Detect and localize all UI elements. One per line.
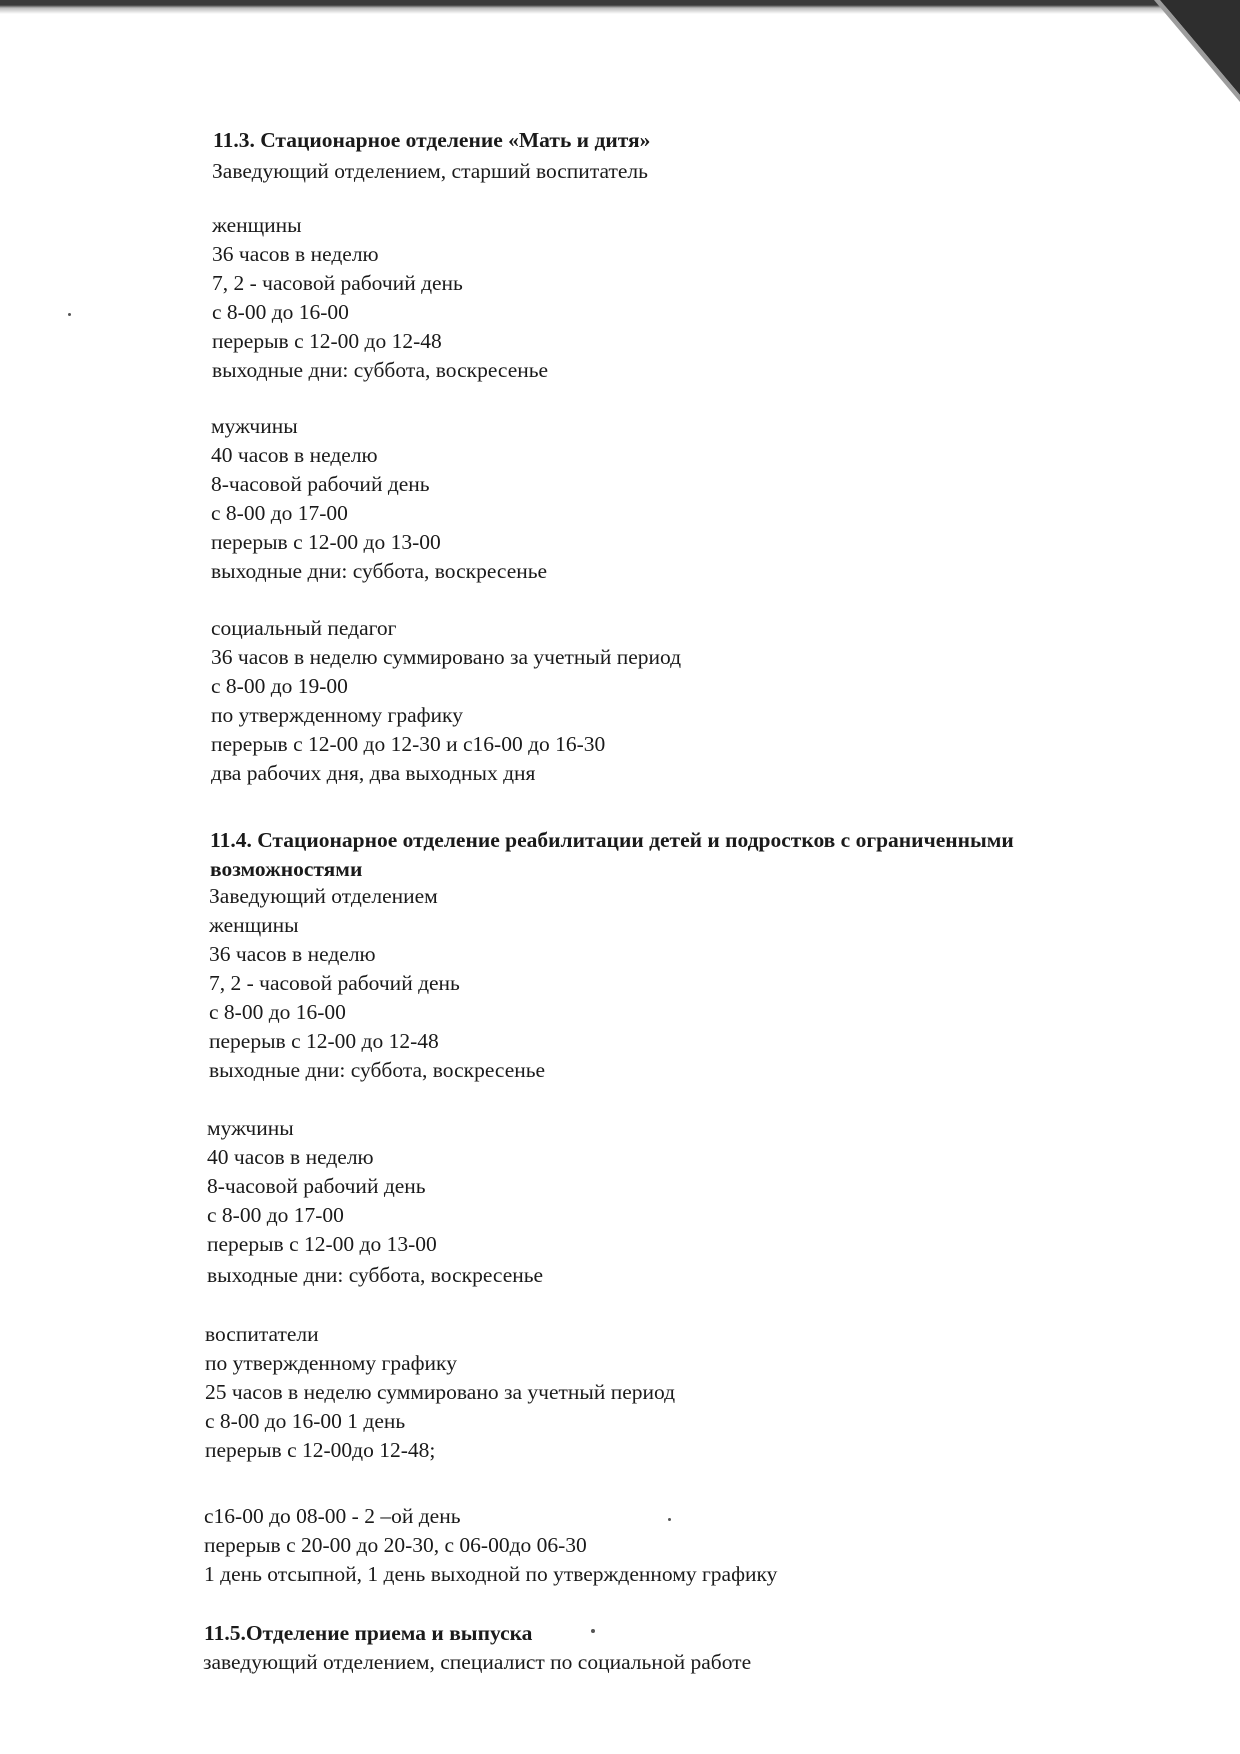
schedule-line: по утвержденному графику (205, 1351, 457, 1375)
section-heading-11-4-continued: возможностями (210, 857, 363, 881)
schedule-line: мужчины (211, 414, 298, 438)
schedule-line: 36 часов в неделю (212, 242, 379, 266)
schedule-line: 40 часов в неделю (207, 1145, 374, 1169)
section-heading-11-5: 11.5.Отделение приема и выпуска (204, 1621, 533, 1645)
schedule-line: перерыв с 12-00 до 12-48 (212, 329, 442, 353)
schedule-line: перерыв с 20-00 до 20-30, с 06-00до 06-30 (204, 1533, 587, 1557)
schedule-line: женщины (212, 213, 302, 237)
schedule-line: 25 часов в неделю суммировано за учетный период (205, 1380, 676, 1404)
schedule-line: с 8-00 до 16-00 1 день (205, 1409, 406, 1433)
schedule-line: перерыв с 12-00 до 12-30 и с16-00 до 16-30 (211, 732, 606, 756)
schedule-line: 7, 2 - часовой рабочий день (212, 271, 463, 295)
schedule-line: перерыв с 12-00 до 13-00 (211, 530, 441, 554)
schedule-line: перерыв с 12-00до 12-48; (205, 1438, 436, 1462)
section-positions: Заведующий отделением (209, 884, 438, 908)
schedule-line: 8-часовой рабочий день (211, 472, 430, 496)
schedule-line: 7, 2 - часовой рабочий день (209, 971, 460, 995)
schedule-line: 36 часов в неделю суммировано за учетный период (211, 645, 682, 669)
schedule-line: мужчины (207, 1116, 294, 1140)
section-heading-11-4: 11.4. Стационарное отделение реабилитации детей и подростков с ограниченными (210, 828, 1014, 852)
schedule-line: 40 часов в неделю (211, 443, 378, 467)
schedule-line: перерыв с 12-00 до 12-48 (209, 1029, 439, 1053)
schedule-line: 8-часовой рабочий день (207, 1174, 426, 1198)
schedule-line: выходные дни: суббота, воскресенье (207, 1263, 544, 1287)
schedule-line: выходные дни: суббота, воскресенье (211, 559, 548, 583)
section-heading-11-3: 11.3. Стационарное отделение «Мать и дитя» (213, 128, 651, 152)
section-positions: заведующий отделением, специалист по социальной работе (203, 1650, 752, 1674)
schedule-line: по утвержденному графику (211, 703, 463, 727)
schedule-line: выходные дни: суббота, воскресенье (212, 358, 549, 382)
schedule-line: социальный педагог (211, 616, 397, 640)
schedule-line: 1 день отсыпной, 1 день выходной по утвержденному графику (204, 1562, 778, 1586)
schedule-line: с 8-00 до 19-00 (211, 674, 348, 698)
schedule-line: выходные дни: суббота, воскресенье (209, 1058, 546, 1082)
schedule-line: с 8-00 до 16-00 (209, 1000, 346, 1024)
schedule-line: два рабочих дня, два выходных дня (211, 761, 536, 785)
schedule-line: женщины (209, 913, 299, 937)
schedule-line: с 8-00 до 17-00 (211, 501, 348, 525)
schedule-line: с 8-00 до 16-00 (212, 300, 349, 324)
schedule-line: воспитатели (205, 1322, 319, 1346)
schedule-line: с 8-00 до 17-00 (207, 1203, 344, 1227)
schedule-line: с16-00 до 08-00 - 2 –ой день (204, 1504, 461, 1528)
section-positions: Заведующий отделением, старший воспитатель (212, 159, 648, 183)
schedule-line: 36 часов в неделю (209, 942, 376, 966)
schedule-line: перерыв с 12-00 до 13-00 (207, 1232, 437, 1256)
